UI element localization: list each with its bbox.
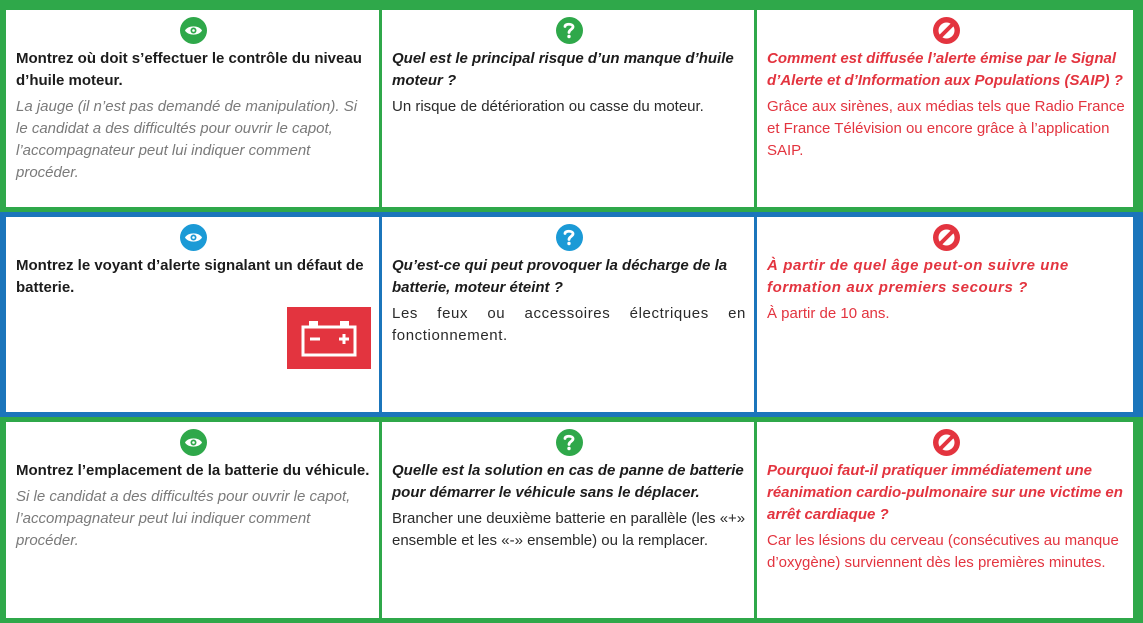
card-row-2 (0, 217, 1143, 412)
battery-icon (287, 307, 371, 369)
show-answer: Si le candidat a des difficultés pour ouvrir le capot, l’accompagnateur peut lui indiquer comment procéder. (16, 488, 351, 549)
safety-answer: À partir de 10 ans. (767, 305, 890, 322)
show-answer: La jauge (il n’est pas demandé de manipulation). Si le candidat a des difficultés pour ouvrir le capot, l’accompagnateur peut lui indiquer comment procéder. (16, 98, 358, 181)
question-answer: Un risque de détérioration ou casse du moteur. (392, 98, 704, 115)
safety-cell (757, 10, 1133, 207)
question-answer: Les feux ou accessoires électriques en fonctionnement. (392, 305, 746, 344)
show-cell (6, 217, 379, 412)
question-cell (382, 422, 754, 618)
question-icon (556, 17, 583, 44)
eye-icon (180, 224, 207, 251)
safety-question: À partir de quel âge peut-on suivre une formation aux premiers secours ? (767, 257, 1069, 296)
question-text: Quelle est la solution en cas de panne de batterie pour démarrer le véhicule sans le déplacer. (392, 462, 744, 501)
safety-cell (757, 217, 1133, 412)
eye-icon (180, 17, 207, 44)
no-entry-icon (933, 17, 960, 44)
question-icon (556, 224, 583, 251)
show-question: Montrez le voyant d’alerte signalant un défaut de batterie. (16, 257, 364, 296)
no-entry-icon (933, 429, 960, 456)
eye-icon (180, 429, 207, 456)
question-icon (556, 429, 583, 456)
no-entry-icon (933, 224, 960, 251)
card-row-3 (0, 422, 1143, 618)
safety-question: Pourquoi faut-il pratiquer immédiatement une réanimation cardio-pulmonaire sur une victime en arrêt cardiaque ? (767, 462, 1123, 523)
safety-question: Comment est diffusée l’alerte émise par le Signal d’Alerte et d’Information aux Populations (SAIP) ? (767, 50, 1123, 89)
show-question: Montrez l’emplacement de la batterie du véhicule. (16, 462, 370, 479)
card-row-1 (0, 10, 1143, 207)
question-text: Qu’est-ce qui peut provoquer la décharge de la batterie, moteur éteint ? (392, 257, 728, 296)
question-text: Quel est le principal risque d’un manque d’huile moteur ? (392, 50, 734, 89)
show-cell (6, 10, 379, 207)
show-question: Montrez où doit s’effectuer le contrôle du niveau d’huile moteur. (16, 50, 362, 89)
safety-answer: Grâce aux sirènes, aux médias tels que Radio France et France Télévision ou encore grâce à l’application SAIP. (767, 98, 1125, 159)
show-cell (6, 422, 379, 618)
question-answer: Brancher une deuxième batterie en parallèle (les «+» ensemble et les «-» ensemble) ou la remplacer. (392, 510, 746, 549)
safety-cell (757, 422, 1133, 618)
question-cell (382, 10, 754, 207)
safety-answer: Car les lésions du cerveau (consécutives au manque d’oxygène) surviennent dès les premières minutes. (767, 532, 1119, 571)
question-cell (382, 217, 754, 412)
